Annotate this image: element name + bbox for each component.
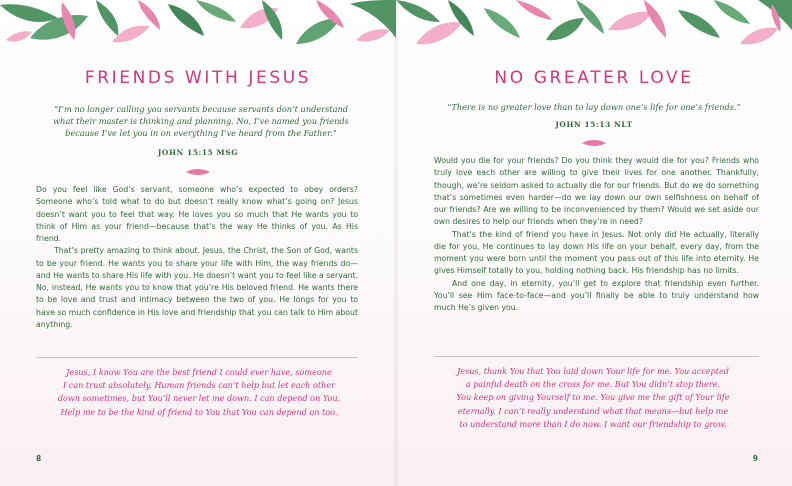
prayer-line: Help me to be the kind of friend to You that You can depend on too. bbox=[60, 406, 338, 417]
body-paragraph: Do you feel like God’s servant, someone who’s expected to obey orders? Someone who’s told what to do but doesn’t really know what’s going on? Jesus doesn’t want you to feel that way. He loves you so much that He wants you to think of Him as your friend—because that’s the way He thinks of you. As His friend. bbox=[36, 185, 358, 243]
prayer-line: to understand more than I do now. I want our friendship to grow. bbox=[459, 418, 727, 429]
prayer bbox=[42, 366, 356, 419]
body-paragraph: And one day, in eternity, you’ll get to explore that friendship even further. You’ll see Him face-to-face—and you’ll finally be able to truly understand how much He’s given you. bbox=[434, 278, 759, 312]
quote-line: “There is no greater love than to lay down one’s life for one’s friends.” bbox=[447, 102, 741, 112]
quote-line: “I’m no longer calling you servants because servants don’t understand bbox=[53, 104, 348, 114]
pink-leaf-divider bbox=[581, 139, 607, 147]
body-paragraph: Would you die for your friends? Do you think they would die for you? Friends who truly love each other are willing to give their lives for one another. Thankfully, though, we’re seldom asked to actually die for our friends. But do we do something that’s sometimes even harder—do we lay down our own selfishness on behalf of our friends? Are we willing to be inconvenienced by them? Would we set aside our own desires to help our friends when they’re in need? bbox=[434, 156, 759, 227]
page-number: 9 bbox=[752, 454, 758, 463]
quote-line: because I’ve let you in on everything I’ve heard from the Father.” bbox=[65, 128, 337, 139]
prayer-line: a painful death on the cross for me. But You didn’t stop there. bbox=[465, 379, 721, 390]
prayer bbox=[440, 365, 746, 431]
prayer-line: Jesus, thank You that You laid down Your life for me. You accepted bbox=[457, 366, 729, 376]
right-page bbox=[396, 0, 792, 486]
page-title: FRIENDS WITH JESUS bbox=[84, 68, 312, 88]
prayer-line: Jesus, I know You are the best friend I could ever have, someone bbox=[66, 367, 332, 377]
devotional-body bbox=[434, 155, 759, 314]
quote-line: what their master is thinking and planning. No, I’ve named you friends bbox=[53, 116, 349, 127]
body-paragraph: That’s pretty amazing to think about. Jesus, the Christ, the Son of God, wants to be your friend. He wants you to share your life with Him, the way friends do—and He wants to share His life with you. He doesn’t want you to feel like a servant. No, instead, He wants you to know that you’re His beloved friend. He wants there to be love and trust and intimacy between the two of you. He longs for you to have so much confidence in His love and friendship that you can talk to Him about anything. bbox=[36, 246, 358, 329]
watercolor-leaf-border bbox=[396, 0, 792, 60]
scripture-quote bbox=[434, 101, 754, 113]
book-gutter bbox=[393, 0, 399, 486]
body-paragraph: That’s the kind of friend you have in Jesus. Not only did He actually, literally die for you, He continues to lay down His life on your behalf, every day, from the moment you were born until the moment you pass out of this life into eternity. He gives Himself totally to you, holding nothing back. His friendship has no limits. bbox=[434, 229, 759, 276]
divider-rule bbox=[36, 357, 358, 358]
divider-rule bbox=[434, 356, 759, 357]
scripture-reference: JOHN 15:15 MSG bbox=[157, 148, 239, 157]
page-title: NO GREATER LOVE bbox=[494, 68, 694, 88]
prayer-line: eternally. I can’t really understand what that means—but help me bbox=[457, 405, 729, 416]
pink-leaf-divider bbox=[185, 168, 211, 176]
scripture-reference: JOHN 15:13 NLT bbox=[555, 120, 633, 129]
prayer-line: I can trust absolutely. Human friends can’t help but let each other bbox=[63, 380, 335, 391]
devotional-body bbox=[36, 184, 358, 331]
scripture-quote bbox=[34, 103, 368, 140]
prayer-line: You keep on giving Yourself to me. You give me the gift of Your life bbox=[456, 392, 730, 403]
page-number: 8 bbox=[36, 454, 42, 463]
watercolor-leaf-border bbox=[0, 0, 396, 60]
prayer-line: down sometimes, but You’ll never let me down. I can depend on You. bbox=[57, 393, 341, 404]
